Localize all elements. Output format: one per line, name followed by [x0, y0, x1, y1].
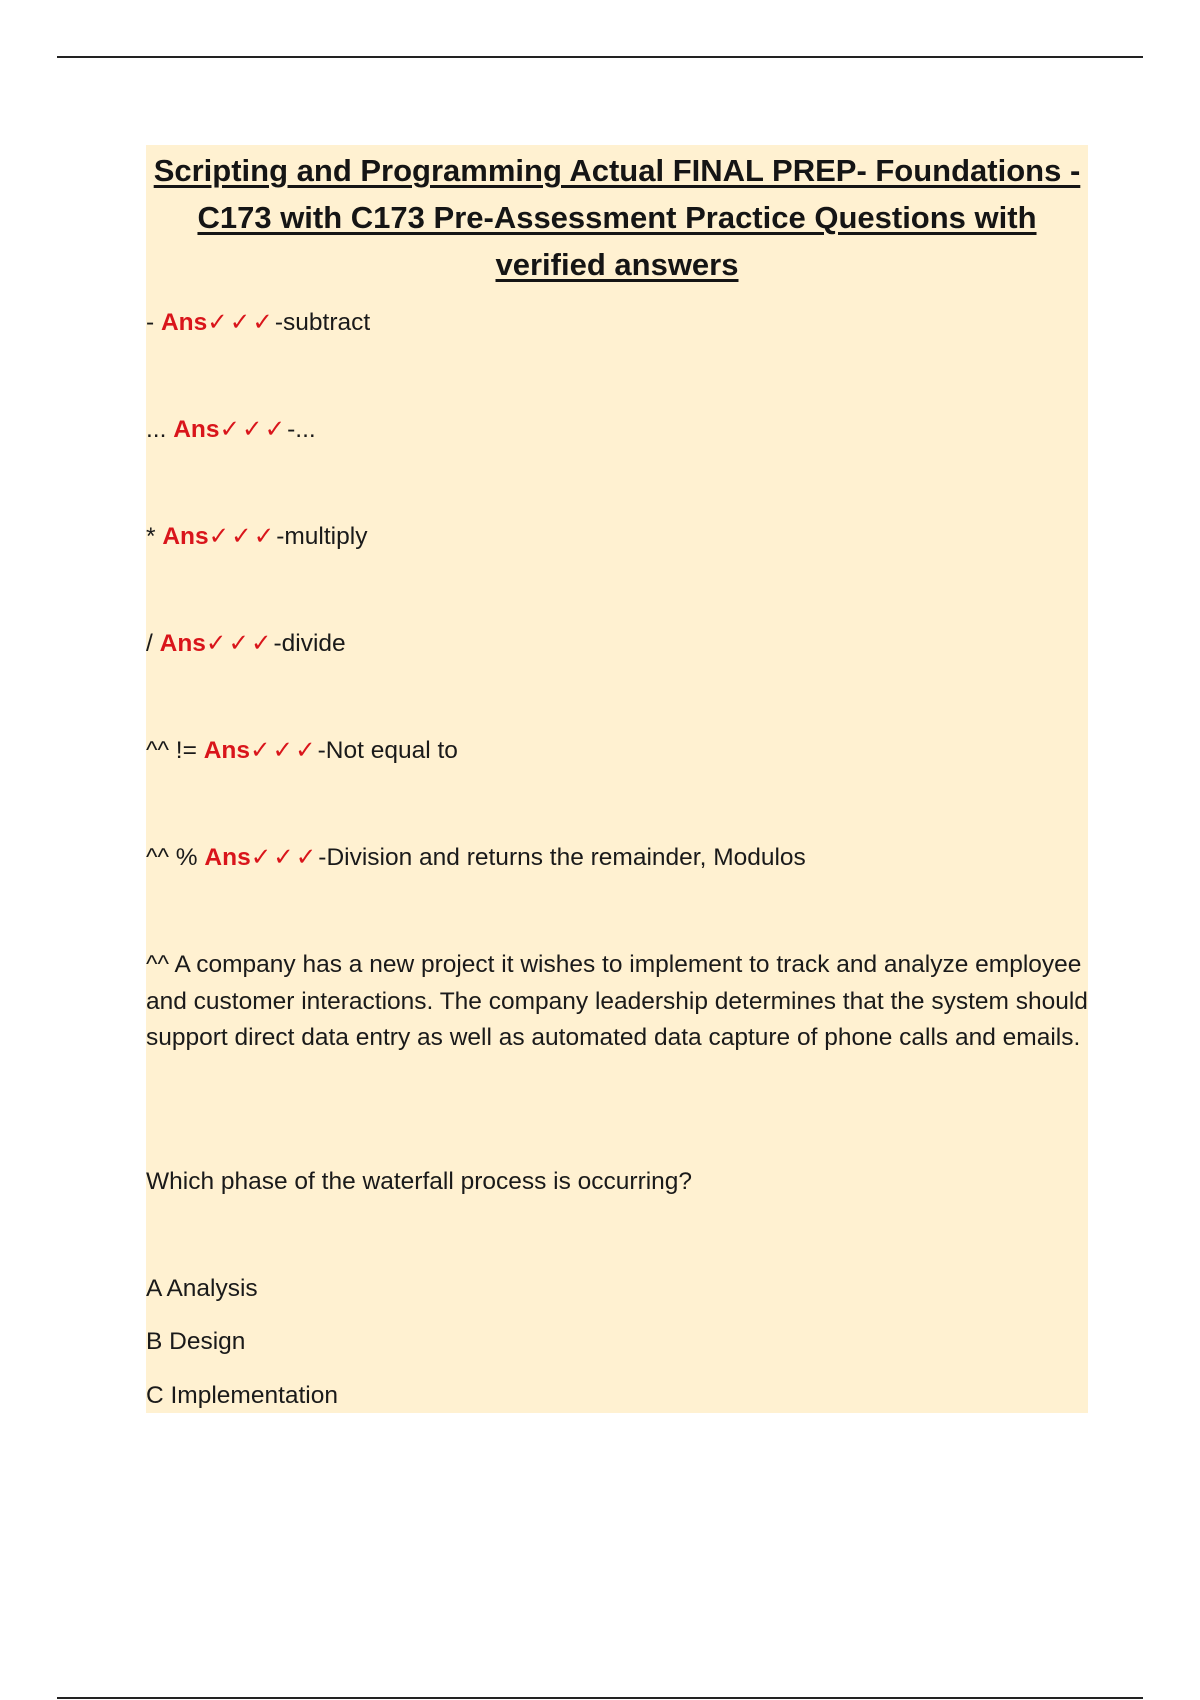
- qa-item: [146, 736, 458, 766]
- qa-item: [146, 843, 806, 873]
- question-text: Which phase of the waterfall process is occurring?: [146, 1168, 693, 1195]
- qa-item: [146, 629, 346, 659]
- answer-option: B Design: [146, 1328, 246, 1355]
- qa-prompt: /: [146, 630, 160, 657]
- qa-answer: -divide: [273, 630, 346, 657]
- qa-prompt: ^^ %: [146, 844, 205, 871]
- qa-prompt: ^^ !=: [146, 737, 204, 764]
- qa-item: [146, 522, 367, 552]
- qa-item: [146, 415, 316, 445]
- check-mark-icon: ✓✓✓: [250, 844, 319, 871]
- qa-item: [146, 308, 370, 338]
- qa-answer: -Not equal to: [317, 737, 458, 764]
- ans-label: Ans: [204, 844, 251, 871]
- document-body: [146, 145, 1088, 1413]
- check-mark-icon: ✓✓✓: [205, 630, 274, 657]
- ans-label: Ans: [173, 416, 220, 443]
- ans-label: Ans: [160, 309, 208, 336]
- answer-option: C Implementation: [146, 1382, 339, 1409]
- answer-option: A Analysis: [146, 1275, 258, 1302]
- qa-prompt: -: [146, 309, 161, 336]
- ans-label: Ans: [203, 737, 251, 764]
- check-mark-icon: ✓✓✓: [208, 523, 277, 550]
- check-mark-icon: ✓✓✓: [219, 416, 288, 443]
- question-paragraph: ^^ A company has a new project it wishes to implement to track and analyze employee and customer interactions. The company leadership determines that the system should support direct data entry as well as automated data capture of phone calls and emails.: [146, 951, 1088, 1051]
- document-title: Scripting and Programming Actual FINAL PREP- Foundations - C173 with C173 Pre-Assessment Practice Questions with verified answers: [153, 153, 1081, 282]
- qa-answer: -subtract: [274, 309, 371, 336]
- ans-label: Ans: [162, 523, 209, 550]
- check-mark-icon: ✓✓✓: [207, 309, 275, 336]
- header-rule: [57, 56, 1143, 58]
- qa-prompt: ...: [146, 416, 174, 443]
- qa-prompt: *: [146, 523, 163, 550]
- footer-rule: [57, 1697, 1143, 1699]
- qa-answer: -...: [287, 416, 316, 443]
- check-mark-icon: ✓✓✓: [250, 737, 318, 764]
- ans-label: Ans: [159, 630, 206, 657]
- qa-answer: -multiply: [276, 523, 368, 550]
- qa-answer: -Division and returns the remainder, Modulos: [318, 844, 806, 871]
